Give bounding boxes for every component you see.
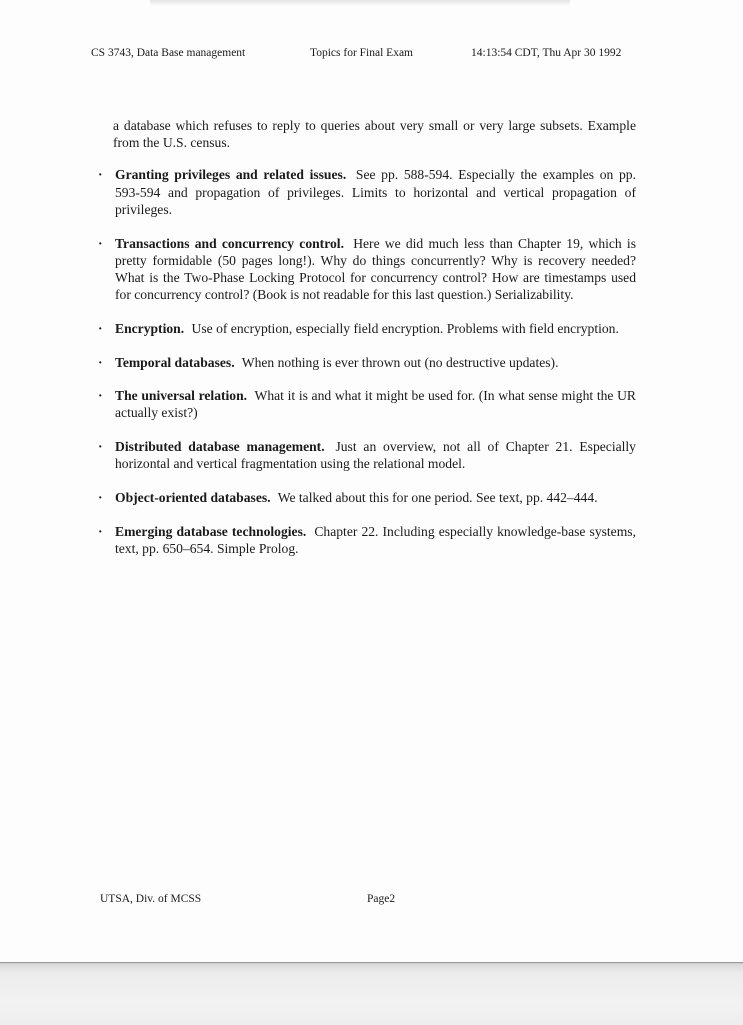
header-course: CS 3743, Data Base management	[91, 47, 246, 59]
topic-body: We talked about this for one period. See text, pp. 442–444.	[277, 490, 598, 506]
header-title: Topics for Final Exam	[310, 47, 413, 59]
bullet-icon: ·	[98, 235, 103, 251]
bullet-icon: ·	[98, 320, 103, 336]
topic-list	[96, 166, 636, 557]
topic-body: See pp. 588-594. Especially the examples on pp. 593-594 and propagation of privileges. Limits to horizontal and vertical propagation of privileges.	[115, 167, 636, 217]
topic-body: Just an overview, not all of Chapter 21. Especially horizontal and vertical fragmentation using the relational model.	[115, 439, 636, 472]
topic-body: When nothing is ever thrown out (no destructive updates).	[241, 354, 559, 370]
bullet-icon: ·	[98, 523, 103, 539]
scan-bottom-edge	[0, 962, 743, 1025]
topic-item	[96, 166, 636, 218]
topic-item	[96, 320, 636, 337]
topic-body: Here we did much less than Chapter 19, which is pretty formidable (50 pages long!). Why do things concurrently? Why is recovery needed? What is the Two-Phase Locking Protocol for concurrency control? How are timestamps used for concurrency control? (Book is not readable for this last question.) Serializability.	[115, 235, 636, 303]
topic-body: What it is and what it might be used for. (In what sense might the UR actually exist?)	[115, 388, 636, 421]
scan-shadow	[150, 0, 570, 6]
topic-title: Temporal databases.	[115, 354, 235, 370]
header-timestamp: 14:13:54 CDT, Thu Apr 30 1992	[471, 47, 622, 59]
topic-title: Transactions and concurrency control.	[115, 235, 344, 251]
bullet-icon: ·	[98, 439, 103, 455]
topic-item	[96, 489, 636, 506]
running-header	[0, 47, 743, 65]
topic-title: Emerging database technologies.	[115, 523, 307, 539]
footer-page-number: Page2	[367, 893, 396, 905]
topic-title: The universal relation.	[115, 388, 248, 404]
topic-title: Distributed database management.	[115, 439, 325, 455]
bullet-icon: ·	[98, 388, 103, 404]
topic-item	[96, 235, 636, 304]
topic-item	[96, 387, 636, 421]
footer-institution: UTSA, Div. of MCSS	[100, 893, 202, 905]
main-content	[96, 117, 636, 574]
continuation-paragraph: a database which refuses to reply to queries about very small or very large subsets. Example from the U.S. census.	[113, 118, 636, 151]
topic-item	[96, 523, 636, 557]
topic-item	[96, 354, 636, 371]
bullet-icon: ·	[98, 354, 103, 370]
bullet-icon: ·	[98, 167, 103, 183]
topic-body: Chapter 22. Including especially knowledge-base systems, text, pp. 650–654. Simple Prolog.	[115, 523, 636, 556]
topic-body: Use of encryption, especially field encryption. Problems with field encryption.	[191, 320, 619, 336]
topic-title: Encryption.	[115, 320, 185, 336]
topic-item	[96, 438, 636, 472]
topic-title: Granting privileges and related issues.	[115, 167, 347, 183]
topic-title: Object-oriented databases.	[115, 490, 271, 506]
bullet-icon: ·	[98, 490, 103, 506]
